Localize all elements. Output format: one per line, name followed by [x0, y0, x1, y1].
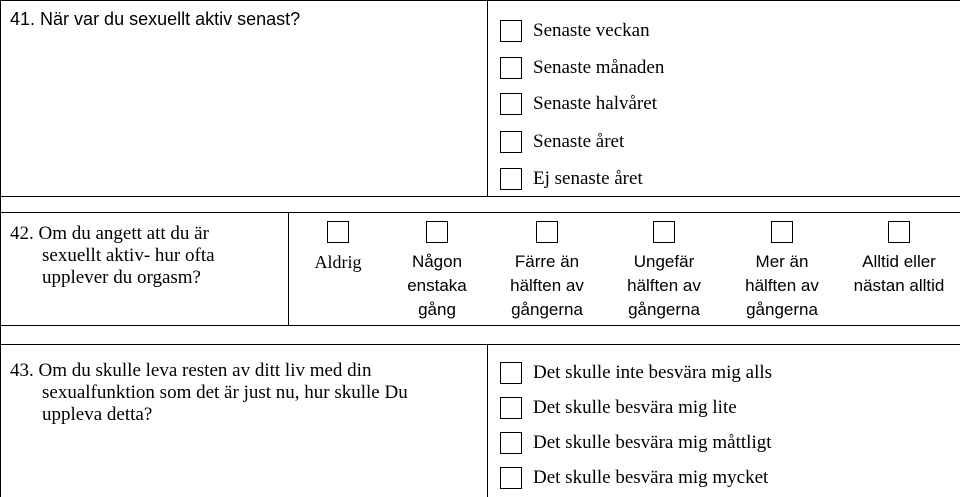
q43-checkbox-3[interactable] — [500, 432, 522, 454]
divider-q42-bottom — [0, 325, 960, 326]
q43-option-1-label: Det skulle inte besvära mig alls — [533, 362, 773, 383]
question-41-number: 41. — [10, 9, 36, 29]
q41-checkbox-5[interactable] — [500, 168, 522, 190]
question-43-text-line2: sexualfunktion som det är just nu, hur skulle Du — [42, 382, 408, 403]
q41-option-4[interactable] — [500, 129, 624, 155]
divider-q43-middle — [487, 344, 488, 497]
q41-option-3[interactable] — [500, 91, 657, 117]
question-42-text-line3: upplever du orgasm? — [42, 267, 201, 288]
q41-option-4-label: Senaste året — [533, 131, 625, 152]
q42-option-2-label: Någon enstaka gång — [407, 252, 467, 319]
q43-option-2[interactable] — [500, 395, 737, 421]
q42-checkbox-6[interactable] — [888, 221, 910, 243]
question-42-number: 42. — [10, 223, 34, 244]
q43-checkbox-4[interactable] — [500, 467, 522, 489]
divider-q41-middle — [487, 0, 488, 196]
question-42-text-line2: sexuellt aktiv- hur ofta — [42, 245, 215, 266]
q42-checkbox-2[interactable] — [426, 221, 448, 243]
q42-option-1-label: Aldrig — [314, 252, 362, 272]
question-43-number: 43. — [10, 360, 34, 381]
question-43 — [10, 360, 480, 426]
q41-option-2[interactable] — [500, 55, 664, 81]
q43-option-3-label: Det skulle besvära mig måttligt — [533, 432, 772, 453]
q41-checkbox-1[interactable] — [500, 20, 522, 42]
divider-top — [0, 0, 960, 1]
question-43-text-line3: uppleva detta? — [42, 404, 153, 425]
q42-option-5-label: Mer än hälften av gångerna — [745, 252, 819, 319]
q41-option-3-label: Senaste halvåret — [533, 93, 657, 114]
q42-option-6[interactable] — [840, 221, 958, 298]
q41-checkbox-4[interactable] — [500, 131, 522, 153]
question-41-text: När var du sexuellt aktiv senast? — [40, 9, 301, 29]
q43-option-4-label: Det skulle besvära mig mycket — [533, 467, 769, 488]
q41-option-5-label: Ej senaste året — [533, 168, 643, 189]
q42-option-6-label: Alltid eller nästan alltid — [853, 252, 945, 295]
q41-checkbox-2[interactable] — [500, 57, 522, 79]
q41-option-1[interactable] — [500, 18, 650, 44]
q41-checkbox-3[interactable] — [500, 93, 522, 115]
q41-option-1-label: Senaste veckan — [533, 20, 650, 41]
q43-option-1[interactable] — [500, 360, 772, 386]
divider-q42-inner — [0, 212, 960, 213]
q43-option-2-label: Det skulle besvära mig lite — [533, 397, 737, 418]
q42-option-2[interactable] — [378, 221, 496, 322]
q42-option-3[interactable] — [488, 221, 606, 322]
question-42 — [10, 223, 280, 289]
q43-checkbox-1[interactable] — [500, 362, 522, 384]
q42-checkbox-3[interactable] — [536, 221, 558, 243]
q42-option-4[interactable] — [605, 221, 723, 322]
q43-option-4[interactable] — [500, 465, 768, 491]
q42-option-3-label: Färre än hälften av gångerna — [510, 252, 584, 319]
divider-q41-bottom — [0, 196, 960, 197]
q43-option-3[interactable] — [500, 430, 772, 456]
q42-checkbox-5[interactable] — [771, 221, 793, 243]
q42-option-5[interactable] — [723, 221, 841, 322]
q41-option-2-label: Senaste månaden — [533, 57, 665, 78]
q41-option-5[interactable] — [500, 166, 643, 192]
q42-checkbox-4[interactable] — [653, 221, 675, 243]
q43-checkbox-2[interactable] — [500, 397, 522, 419]
divider-left — [0, 0, 1, 497]
q42-checkbox-1[interactable] — [327, 221, 349, 243]
question-42-text-line1: Om du angett att du är — [38, 223, 209, 244]
divider-q43-top — [0, 344, 960, 345]
q42-option-4-label: Ungefär hälften av gångerna — [627, 252, 701, 319]
question-41 — [10, 8, 300, 30]
question-43-text-line1: Om du skulle leva resten av ditt liv med din — [38, 360, 372, 381]
